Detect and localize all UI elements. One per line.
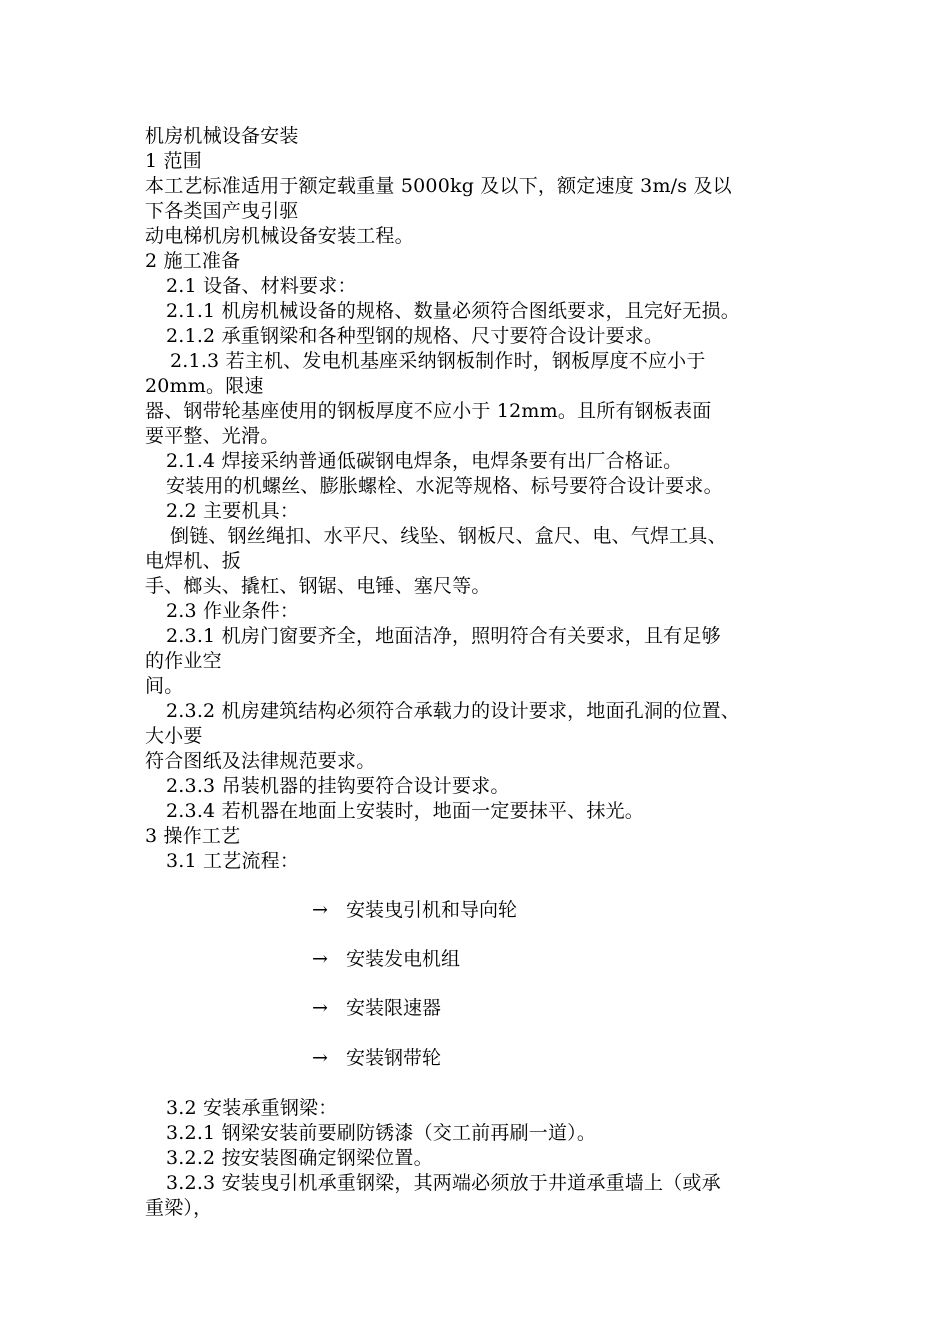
paragraph-line: 安装用的机螺丝、膨胀螺栓、水泥等规格、标号要符合设计要求。 <box>166 475 723 497</box>
flow-step-label: 安装钢带轮 <box>346 1047 442 1069</box>
document-title: 机房机械设备安装 <box>145 125 299 147</box>
paragraph-line: 重梁）， <box>145 1197 213 1219</box>
flow-step-label: 安装发电机组 <box>346 948 461 970</box>
flow-step-label: 安装限速器 <box>346 997 442 1019</box>
paragraph-line: 2.1.1 机房机械设备的规格、数量必须符合图纸要求，且完好无损。 <box>166 300 740 322</box>
flow-step <box>312 995 441 1021</box>
paragraph-line: 器、钢带轮基座使用的钢板厚度不应小于 12mm。且所有钢板表面 <box>145 400 712 422</box>
section-heading: 1 范围 <box>145 150 202 172</box>
section-heading: 2 施工准备 <box>145 250 241 272</box>
paragraph-line: 大小要 <box>145 725 203 747</box>
paragraph-line: 动电梯机房机械设备安装工程。 <box>145 225 414 247</box>
paragraph-line: 2.3.4 若机器在地面上安装时，地面一定要抹平、抹光。 <box>166 800 644 822</box>
arrow-right-icon: → <box>312 899 328 921</box>
paragraph-line: 20mm。限速 <box>145 375 264 397</box>
subsection-heading: 2.1 设备、材料要求： <box>166 275 357 297</box>
paragraph-line: 2.1.3 若主机、发电机基座采纳钢板制作时，钢板厚度不应小于 <box>170 350 706 372</box>
paragraph-line: 3.2.3 安装曳引机承重钢梁，其两端必须放于井道承重墙上（或承 <box>166 1172 721 1194</box>
arrow-right-icon: → <box>312 997 328 1019</box>
paragraph-line: 要平整、光滑。 <box>145 425 280 447</box>
paragraph-line: 本工艺标准适用于额定载重量 5000kg 及以下，额定速度 3m/s 及以 <box>145 175 732 197</box>
subsection-heading: 2.3 作业条件： <box>166 600 300 622</box>
paragraph-line: 的作业空 <box>145 650 222 672</box>
section-heading: 3 操作工艺 <box>145 825 241 847</box>
paragraph-line: 电焊机、扳 <box>145 550 242 572</box>
subsection-heading: 2.2 主要机具： <box>166 500 300 522</box>
paragraph-line: 3.2.2 按安装图确定钢梁位置。 <box>166 1147 433 1169</box>
paragraph-line: 3.2.1 钢梁安装前要刷防锈漆（交工前再刷一道）。 <box>166 1122 597 1144</box>
subsection-heading: 3.2 安装承重钢梁： <box>166 1097 338 1119</box>
paragraph-line: 2.1.2 承重钢梁和各种型钢的规格、尺寸要符合设计要求。 <box>166 325 664 347</box>
flow-step-label: 安装曳引机和导向轮 <box>346 899 518 921</box>
subsection-heading: 3.1 工艺流程： <box>166 850 300 872</box>
arrow-right-icon: → <box>312 1047 328 1069</box>
paragraph-line: 2.3.2 机房建筑结构必须符合承载力的设计要求，地面孔洞的位置、 <box>166 700 740 722</box>
paragraph-line: 2.3.3 吊装机器的挂钩要符合设计要求。 <box>166 775 510 797</box>
flow-step <box>312 897 517 923</box>
paragraph-line: 2.1.4 焊接采纳普通低碳钢电焊条，电焊条要有出厂合格证。 <box>166 450 683 472</box>
paragraph-line: 符合图纸及法律规范要求。 <box>145 750 376 772</box>
paragraph-line: 2.3.1 机房门窗要齐全，地面洁净，照明符合有关要求，且有足够 <box>166 625 721 647</box>
paragraph-line: 下各类国产曳引驱 <box>145 200 299 222</box>
flow-step <box>312 946 460 972</box>
flow-step <box>312 1045 441 1071</box>
paragraph-line: 手、榔头、撬杠、钢锯、电锤、塞尺等。 <box>145 575 491 597</box>
arrow-right-icon: → <box>312 948 328 970</box>
paragraph-line: 倒链、钢丝绳扣、水平尺、线坠、钢板尺、盒尺、电、气焊工具、 <box>170 525 727 547</box>
paragraph-line: 间。 <box>145 675 184 697</box>
